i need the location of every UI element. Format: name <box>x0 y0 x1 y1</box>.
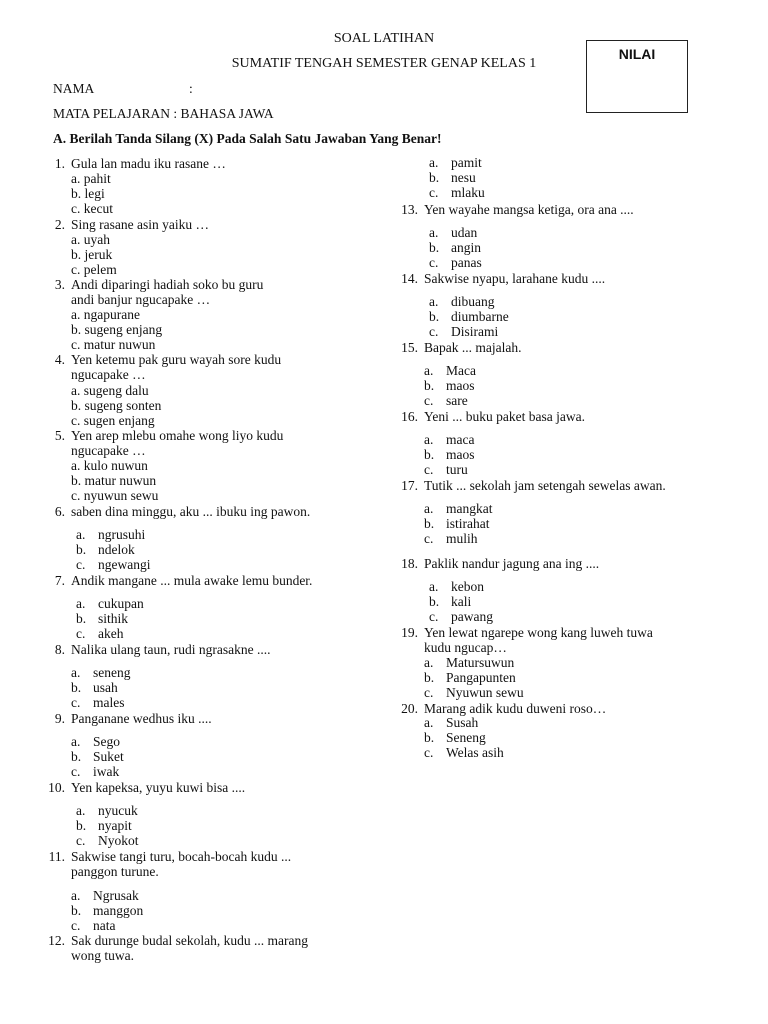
question-number: 18. <box>401 556 418 571</box>
question-text: Sakwise tangi turu, bocah-bocah kudu ... <box>71 849 292 864</box>
option-letter: a. <box>76 527 86 542</box>
option-letter: b. <box>71 749 82 765</box>
answer-option[interactable] <box>424 363 476 378</box>
question-number: 13. <box>401 202 418 217</box>
answer-option[interactable] <box>424 745 504 760</box>
option-text: ndelok <box>98 542 135 558</box>
question-text: Panganane wedhus iku .... <box>71 711 212 726</box>
option-letter: c. <box>429 324 439 340</box>
option-letter: b. <box>424 516 435 532</box>
option-text: pamit <box>451 155 482 170</box>
option-letter: b. <box>429 170 440 186</box>
question-number: 5. <box>54 428 65 443</box>
question-text: Yen arep mlebu omahe wong liyo kudu <box>71 428 284 443</box>
option-letter: c. <box>71 695 81 711</box>
question-text: Nalika ulang taun, rudi ngrasakne .... <box>71 642 271 657</box>
question-text: saben dina minggu, aku ... ibuku ing pawon. <box>71 504 311 519</box>
answer-option[interactable]: c. pelem <box>71 262 117 278</box>
question-text: Sing rasane asin yaiku … <box>71 217 209 232</box>
answer-option[interactable] <box>76 611 128 626</box>
option-text: Susah <box>446 715 479 730</box>
option-letter: b. <box>429 309 440 325</box>
option-letter: c. <box>424 685 434 701</box>
option-letter: b. <box>424 447 435 463</box>
option-text: cukupan <box>98 596 144 611</box>
option-text: nyucuk <box>98 803 138 818</box>
answer-option[interactable] <box>71 888 139 903</box>
score-label: NILAI <box>618 46 656 62</box>
answer-option[interactable] <box>424 447 475 462</box>
option-letter: a. <box>71 665 81 680</box>
question-text: ngucapake … <box>71 367 146 382</box>
answer-option[interactable] <box>76 833 139 848</box>
option-text: Pangapunten <box>446 670 516 686</box>
option-letter: c. <box>71 918 81 934</box>
question-number: 7. <box>54 573 65 588</box>
answer-option[interactable] <box>71 665 131 680</box>
answer-option[interactable]: b. jeruk <box>71 247 113 263</box>
question-number: 1. <box>54 156 65 171</box>
answer-option[interactable]: a. ngapurane <box>71 307 140 322</box>
option-letter: c. <box>76 833 86 849</box>
question-text: andi banjur ngucapake … <box>71 292 211 307</box>
option-letter: a. <box>76 803 86 818</box>
question-text: Marang adik kudu duweni roso… <box>424 701 607 716</box>
answer-option[interactable] <box>424 462 468 477</box>
question-text: Bapak ... majalah. <box>424 340 522 355</box>
answer-option[interactable] <box>71 680 118 695</box>
question-text: wong tuwa. <box>71 948 134 963</box>
answer-option[interactable]: c. kecut <box>71 201 113 217</box>
option-letter: a. <box>424 432 434 447</box>
option-text: Nyokot <box>98 833 139 849</box>
option-text: sare <box>446 393 468 409</box>
option-text: ngewangi <box>98 557 151 573</box>
question-number: 6. <box>54 504 65 519</box>
question-text: Yen ketemu pak guru wayah sore kudu <box>71 352 282 367</box>
option-text: mangkat <box>446 501 493 516</box>
option-text: mulih <box>446 531 478 547</box>
answer-option[interactable] <box>76 596 144 611</box>
question-number: 2. <box>54 217 65 232</box>
question-number: 4. <box>54 352 65 367</box>
option-text: seneng <box>93 665 131 680</box>
option-text: Matursuwun <box>446 655 515 670</box>
answer-option[interactable] <box>71 695 125 710</box>
answer-option[interactable] <box>424 393 468 408</box>
answer-option[interactable] <box>76 626 123 641</box>
question-number: 15. <box>401 340 418 355</box>
option-letter: b. <box>76 818 87 834</box>
answer-option[interactable] <box>424 655 514 670</box>
option-text: kebon <box>451 579 484 594</box>
answer-option[interactable]: c. matur nuwun <box>71 337 156 353</box>
answer-option[interactable]: c. nyuwun sewu <box>71 488 159 504</box>
option-text: Ngrusak <box>93 888 139 903</box>
question-text: Yen kapeksa, yuyu kuwi bisa .... <box>71 780 246 795</box>
answer-option[interactable] <box>429 185 485 200</box>
question-number: 8. <box>54 642 65 657</box>
option-text: nyapit <box>98 818 132 834</box>
question-text: Sakwise nyapu, larahane kudu .... <box>424 271 606 286</box>
option-text: Sego <box>93 734 120 749</box>
question-number: 12. <box>48 933 65 948</box>
option-text: nesu <box>451 170 476 186</box>
option-letter: b. <box>424 378 435 394</box>
answer-option[interactable] <box>429 594 471 609</box>
option-text: sithik <box>98 611 129 627</box>
page-title: SOAL LATIHAN <box>333 31 435 46</box>
question-text: Sak durunge budal sekolah, kudu ... marang <box>71 933 308 948</box>
answer-option[interactable]: a. sugeng dalu <box>71 383 149 398</box>
answer-option[interactable] <box>76 803 138 818</box>
answer-option[interactable] <box>424 730 486 745</box>
answer-option[interactable] <box>424 531 478 546</box>
option-text: Nyuwun sewu <box>446 685 524 701</box>
answer-option[interactable]: a. pahit <box>71 171 111 186</box>
answer-option[interactable]: c. sugen enjang <box>71 413 155 429</box>
answer-option[interactable]: b. sugeng enjang <box>71 322 163 338</box>
answer-option[interactable]: b. sugeng sonten <box>71 398 162 414</box>
option-text: Disirami <box>451 324 499 340</box>
answer-option[interactable] <box>429 324 498 339</box>
option-text: diumbarne <box>451 309 509 325</box>
instruction-heading: A. Berilah Tanda Silang (X) Pada Salah Satu Jawaban Yang Benar! <box>53 131 442 146</box>
question-text: ngucapake … <box>71 443 146 458</box>
answer-option[interactable] <box>76 557 150 572</box>
option-text: pawang <box>451 609 493 625</box>
option-text: maca <box>446 432 475 447</box>
answer-option[interactable] <box>71 734 120 749</box>
question-number: 11. <box>48 849 65 864</box>
answer-option[interactable] <box>429 294 495 309</box>
option-letter: b. <box>424 670 435 686</box>
option-text: mlaku <box>451 185 485 201</box>
option-text: usah <box>93 680 118 696</box>
answer-option[interactable]: a. kulo nuwun <box>71 458 148 473</box>
answer-option[interactable]: a. uyah <box>71 232 110 247</box>
name-field[interactable]: : <box>189 81 193 96</box>
option-text: maos <box>446 378 475 394</box>
option-text: maos <box>446 447 475 463</box>
name-label: NAMA <box>53 81 95 96</box>
answer-option[interactable] <box>424 685 524 700</box>
option-letter: b. <box>76 542 87 558</box>
question-number: 10. <box>48 780 65 795</box>
option-letter: b. <box>424 730 435 746</box>
question-text: Yeni ... buku paket basa jawa. <box>424 409 585 424</box>
option-letter: c. <box>429 185 439 201</box>
subject-label: MATA PELAJARAN : BAHASA JAWA <box>53 106 274 121</box>
option-text: angin <box>451 240 481 256</box>
answer-option[interactable]: b. matur nuwun <box>71 473 157 489</box>
answer-option[interactable] <box>429 170 476 185</box>
option-text: iwak <box>93 764 120 780</box>
option-letter: c. <box>424 745 434 761</box>
question-number: 14. <box>401 271 418 286</box>
answer-option[interactable]: b. legi <box>71 186 105 202</box>
question-text: Andi diparingi hadiah soko bu guru <box>71 277 264 292</box>
question-text: Gula lan madu iku rasane … <box>71 156 226 171</box>
option-text: dibuang <box>451 294 495 309</box>
option-text: Seneng <box>446 730 486 746</box>
option-letter: b. <box>71 903 82 919</box>
option-text: istirahat <box>446 516 490 532</box>
question-text: Paklik nandur jagung ana ing .... <box>424 556 600 571</box>
question-number: 19. <box>401 625 418 640</box>
question-number: 9. <box>54 711 65 726</box>
option-letter: c. <box>71 764 81 780</box>
answer-option[interactable] <box>429 240 481 255</box>
option-text: Suket <box>93 749 124 765</box>
question-text: Yen wayahe mangsa ketiga, ora ana .... <box>424 202 634 217</box>
score-box[interactable] <box>586 40 688 113</box>
option-text: kali <box>451 594 472 610</box>
option-letter: c. <box>76 557 86 573</box>
option-letter: a. <box>429 294 439 309</box>
question-text: Yen lewat ngarepe wong kang luweh tuwa <box>424 625 653 640</box>
option-letter: b. <box>429 240 440 256</box>
answer-option[interactable] <box>71 903 143 918</box>
option-letter: a. <box>71 888 81 903</box>
answer-option[interactable] <box>71 918 116 933</box>
answer-option[interactable] <box>76 542 135 557</box>
question-text: kudu ngucap… <box>424 640 507 655</box>
answer-option[interactable] <box>71 749 124 764</box>
answer-option[interactable] <box>76 818 132 833</box>
answer-option[interactable] <box>424 432 474 447</box>
answer-option[interactable] <box>424 516 490 531</box>
answer-option[interactable] <box>429 255 482 270</box>
option-letter: c. <box>424 462 434 478</box>
option-text: manggon <box>93 903 144 919</box>
option-text: turu <box>446 462 468 478</box>
question-number: 20. <box>401 701 418 716</box>
answer-option[interactable] <box>429 579 484 594</box>
question-number: 3. <box>54 277 65 292</box>
option-text: Maca <box>446 363 476 378</box>
question-text: Tutik ... sekolah jam setengah sewelas awan. <box>424 478 666 493</box>
option-text: panas <box>451 255 482 271</box>
option-letter: c. <box>424 393 434 409</box>
answer-option[interactable] <box>76 527 145 542</box>
page-subtitle: SUMATIF TENGAH SEMESTER GENAP KELAS 1 <box>231 56 537 71</box>
option-letter: a. <box>71 734 81 749</box>
option-text: Welas asih <box>446 745 504 761</box>
option-text: ngrusuhi <box>98 527 146 542</box>
option-text: akeh <box>98 626 124 642</box>
answer-option[interactable] <box>429 309 509 324</box>
option-text: nata <box>93 918 116 934</box>
option-letter: c. <box>429 255 439 271</box>
question-text: panggon turune. <box>71 864 159 879</box>
question-text: Andik mangane ... mula awake lemu bunder. <box>71 573 313 588</box>
question-number: 16. <box>401 409 418 424</box>
answer-option[interactable] <box>429 225 477 240</box>
answer-option[interactable] <box>424 501 493 516</box>
option-letter: a. <box>76 596 86 611</box>
option-letter: a. <box>424 363 434 378</box>
option-letter: c. <box>424 531 434 547</box>
option-letter: b. <box>76 611 87 627</box>
option-letter: a. <box>429 155 439 170</box>
option-text: udan <box>451 225 478 240</box>
option-letter: a. <box>424 655 434 670</box>
answer-option[interactable] <box>429 609 493 624</box>
option-letter: a. <box>429 225 439 240</box>
option-letter: c. <box>429 609 439 625</box>
option-text: males <box>93 695 125 711</box>
option-letter: a. <box>424 715 434 730</box>
option-letter: a. <box>424 501 434 516</box>
answer-option[interactable] <box>424 378 475 393</box>
answer-option[interactable] <box>429 155 482 170</box>
answer-option[interactable] <box>71 764 119 779</box>
option-letter: b. <box>429 594 440 610</box>
option-letter: a. <box>429 579 439 594</box>
option-letter: c. <box>76 626 86 642</box>
answer-option[interactable] <box>424 670 516 685</box>
question-number: 17. <box>401 478 418 493</box>
answer-option[interactable] <box>424 715 478 730</box>
option-letter: b. <box>71 680 82 696</box>
